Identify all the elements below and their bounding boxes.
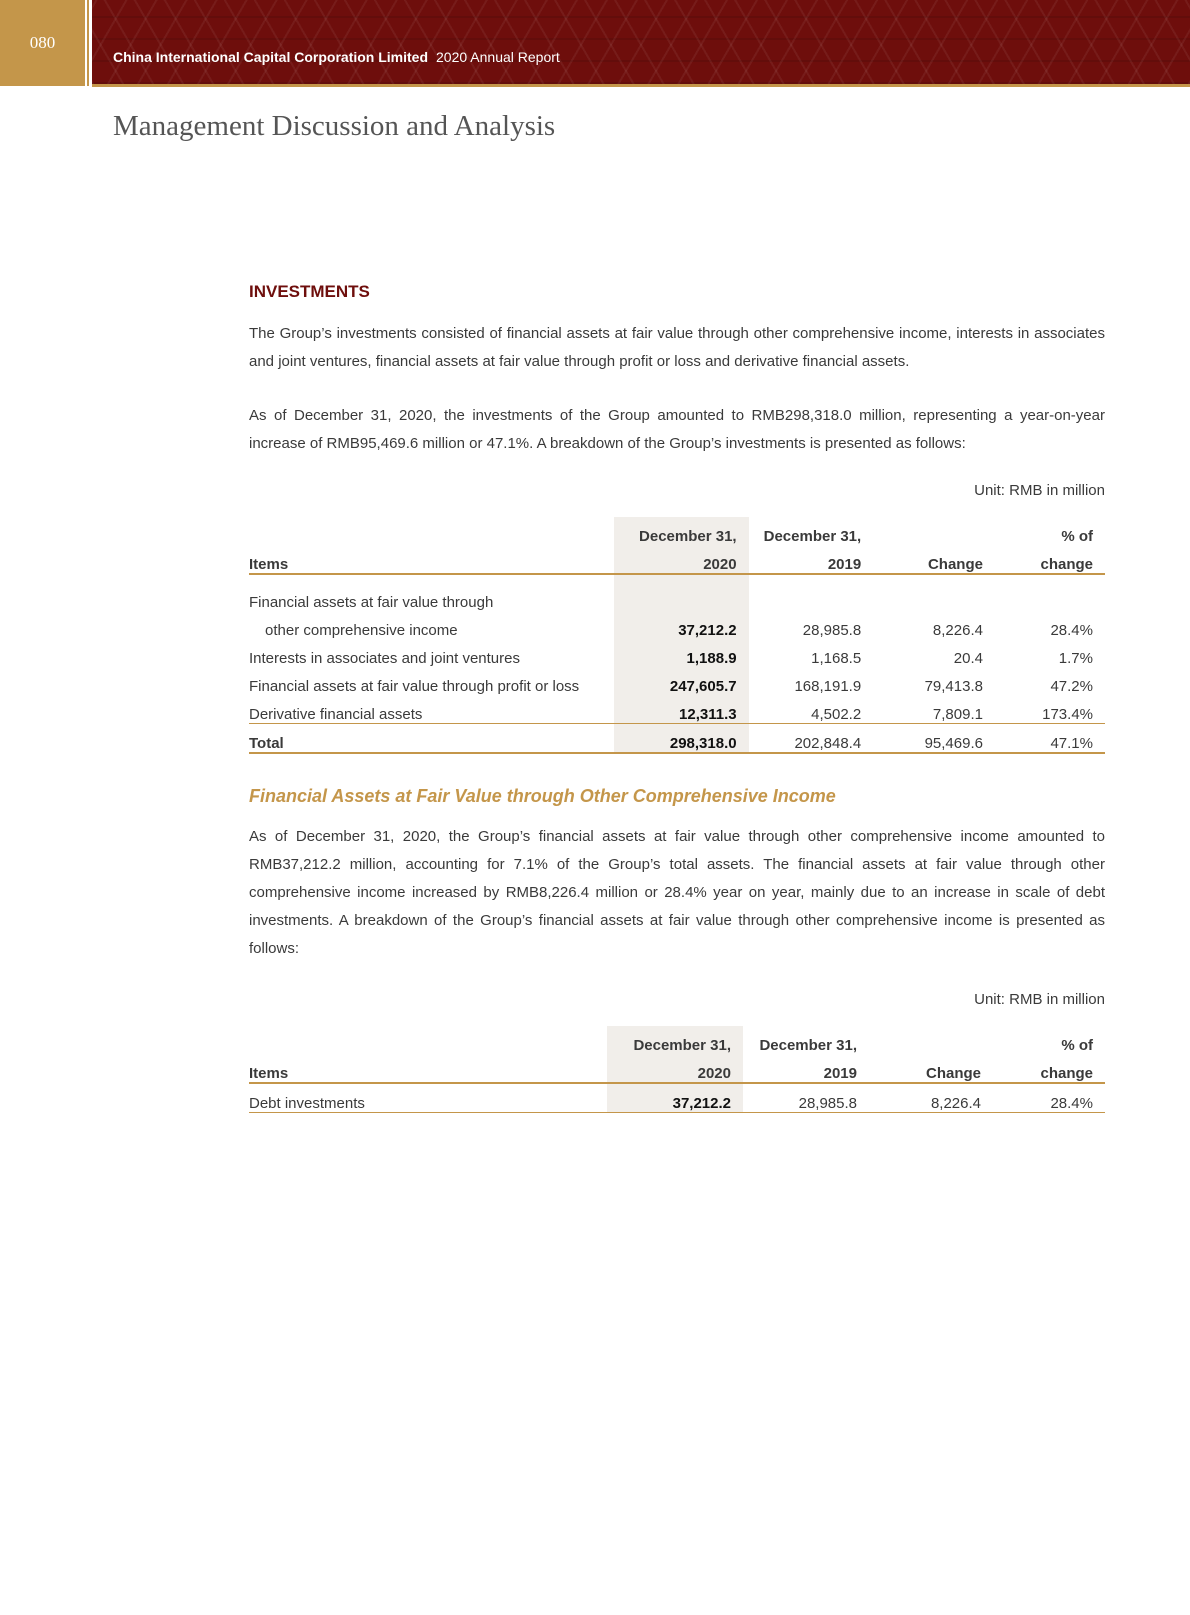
fvoci-unit-label: Unit: RMB in million [974, 991, 1105, 1008]
investments-heading: INVESTMENTS [249, 282, 370, 301]
table-row [249, 695, 1105, 724]
value-2020: 37,212.2 [607, 1083, 743, 1113]
row-label: other comprehensive income [265, 622, 458, 639]
col-header-2019-year: 2019 [749, 545, 862, 574]
col-header-items: Items [249, 1054, 607, 1083]
header-gold-rule [92, 84, 1190, 87]
col-header-2019: December 31, [763, 528, 862, 545]
header-divider [85, 0, 92, 86]
section-title: Management Discussion and Analysis [113, 110, 556, 142]
value-pct: 47.2% [1050, 678, 1093, 695]
value-2019: 168,191.9 [794, 678, 862, 695]
value-pct: 173.4% [983, 695, 1105, 724]
col-header-2019: December 31, [759, 1037, 857, 1054]
table-total-row [249, 724, 1105, 754]
fvoci-heading: Financial Assets at Fair Value through Other Comprehensive Income [249, 786, 836, 806]
col-header-pct: % of [1061, 528, 1093, 545]
col-header-2019-year: 2019 [743, 1054, 857, 1083]
header-pattern-band [92, 0, 1190, 84]
value-2019: 28,985.8 [743, 1083, 857, 1113]
value-change: 79,413.8 [924, 678, 983, 695]
report-name: 2020 Annual Report [436, 49, 560, 65]
row-label: Financial assets at fair value through [249, 594, 494, 611]
value-pct: 1.7% [1058, 650, 1093, 667]
col-header-pct-change: change [981, 1054, 1105, 1083]
total-2020: 298,318.0 [614, 724, 748, 754]
main-content [249, 282, 1105, 1113]
investments-paragraph-1: The Group’s investments consisted of financial assets at fair value through other comprehensive income, interests in associates and joint ventures, financial assets at fair value through profit or loss and derivative financial assets. [249, 325, 1105, 370]
value-change: 8,226.4 [932, 622, 983, 639]
row-label: Derivative financial assets [249, 695, 614, 724]
total-label: Total [249, 724, 614, 754]
col-header-2020-year: 2020 [614, 545, 748, 574]
value-change: 20.4 [953, 650, 983, 667]
col-header-change: Change [861, 545, 983, 574]
col-header-pct: % of [1061, 1037, 1093, 1054]
row-label: Debt investments [249, 1083, 607, 1113]
value-2020: 12,311.3 [614, 695, 748, 724]
value-pct: 28.4% [1050, 622, 1093, 639]
row-label: Financial assets at fair value through profit or loss [249, 678, 580, 695]
header-title [113, 49, 560, 65]
table-row [249, 1083, 1105, 1113]
col-header-pct-change: change [983, 545, 1105, 574]
fvoci-table [249, 1026, 1105, 1113]
value-change: 8,226.4 [857, 1083, 981, 1113]
table-row [249, 583, 1105, 611]
value-pct: 28.4% [981, 1083, 1105, 1113]
fvoci-paragraph: As of December 31, 2020, the Group’s financial assets at fair value through other comprehensive income amounted to RMB37,212.2 million, accounting for 7.1% of the Group’s total assets. The financial assets at fair value through other comprehensive income increased by RMB8,226.4 million or 28.4% year on year, mainly due to an increase in scale of debt investments. A breakdown of the Group’s financial assets at fair value through other comprehensive income is presented as follows: [249, 828, 1105, 957]
row-label: Interests in associates and joint ventures [249, 650, 520, 667]
col-header-items: Items [249, 545, 614, 574]
value-2020: 1,188.9 [614, 639, 748, 667]
value-2020: 37,212.2 [614, 611, 748, 639]
value-change: 7,809.1 [861, 695, 983, 724]
total-2019: 202,848.4 [749, 724, 862, 754]
investments-paragraph-2: As of December 31, 2020, the investments of the Group amounted to RMB298,318.0 million, representing a year-on-year increase of RMB95,469.6 million or 47.1%. A breakdown of the Group’s investments is presented as follows: [249, 407, 1105, 452]
company-name: China International Capital Corporation Limited [113, 49, 429, 65]
col-header-change: Change [857, 1054, 981, 1083]
value-2019: 4,502.2 [749, 695, 862, 724]
col-header-2020: December 31, [607, 1026, 743, 1054]
total-change: 95,469.6 [861, 724, 983, 754]
value-2019: 28,985.8 [802, 622, 862, 639]
table-row [249, 611, 1105, 639]
total-pct: 47.1% [983, 724, 1105, 754]
col-header-2020-year: 2020 [607, 1054, 743, 1083]
page-header [0, 0, 1190, 88]
investments-unit-label: Unit: RMB in million [974, 482, 1105, 499]
page-number: 080 [0, 0, 85, 86]
value-2019: 1,168.5 [811, 650, 862, 667]
investments-table [249, 517, 1105, 754]
col-header-2020: December 31, [614, 517, 748, 545]
value-2020: 247,605.7 [614, 667, 748, 695]
table-row [249, 667, 1105, 695]
table-row [249, 639, 1105, 667]
